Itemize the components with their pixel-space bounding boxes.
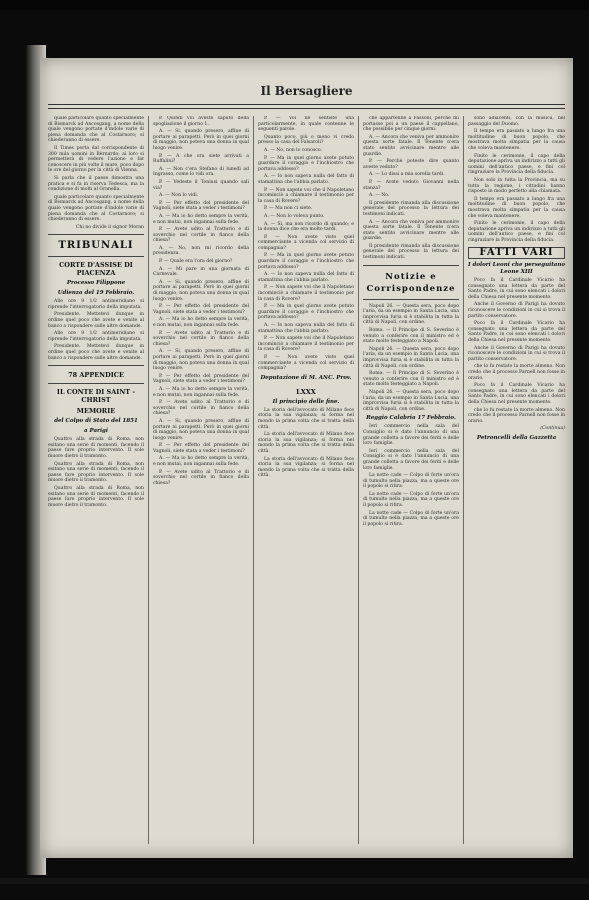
paragraph: A. — Si, quando presero, affine di portare ai parapetti. Però in quei giorni di maggio, non poteva una donna in qual luogo venire. [153,349,249,372]
paragraph: A. — Ancora che veniva per ammonire questa sorte fatale. Il Tenente n'era stato sentito avvicinare mentre alle guardie. [363,219,459,242]
column-4 [363,116,459,844]
appendice-section [48,365,144,384]
paragraph: A. — Io non sapeva nulla del fatto di stamattina che l'abbia parlato. [258,323,354,334]
paragraph: Ieri commercio nella sala del Consiglio si è dato l'annuncio di una grande colletta a favore dei feriti e delle loro famiglie. [363,448,459,471]
column-divider [253,116,254,844]
appendice-number: 78 [68,371,78,380]
paragraph: A. — Ma io ho detto sempre la verità, e non mutai, non ingannai sulla fede. [153,456,249,468]
paragraph: P. — Avete udito al Trattorio e di soverchio nel cortile in fianco della chiesa? [153,227,249,244]
paragraph: A. — Ancora che veniva per ammonire questa sorte fatale. Il Tenente n'era stato sentito avvicinare mentre alle guardie. [363,134,459,157]
paragraph: A. — Ma io ho detto sempre la verità, e non mutai, non ingannai sulla fede. [153,386,249,398]
paragraph: A. — Si, quando presero, affine di portare ai parapetti. Però in quei giorni di maggio, non poteva una donna in qual luogo venire. [153,279,249,302]
tribunali-section [48,234,144,257]
column-1 [48,116,144,844]
paragraph: A. — Io non sapeva nulla del fatto di stamattina che l'abbia parlato. [258,272,354,283]
column-5 [468,116,565,844]
paragraph: Poco fa il Cardinale Vicario ha consegnato una lettera da parte del Santo Padre, in cui sono elencati i dolori della Chiesa nel presente momento. [468,383,565,405]
novel-subtitle: MEMORIE [76,407,116,416]
novel-title: IL CONTE DI SAINT - CHRIST [56,388,136,405]
signature: Deputazione di M. ANC. Prov. [260,374,352,381]
paragraph: A. — No, non mi ricordo della presidenza. [153,245,249,257]
byline: Petroncelli della Gazzetta [476,434,557,441]
paragraph: La storia dell'avvocato di Milano fece storia la sua vigilanza; si forma nel mondo la prima volta che si tratta della città. [258,432,354,454]
chapter-title: Il principio delle fine. [272,398,340,405]
section-title: FATTI VARI [468,247,565,259]
paragraph: A. — Si, quando presero, affine di portare ai parapetti. Però in quei giorni di maggio, non poteva una donna in qual luogo venire. [153,418,249,441]
paragraph: P. — Avete udito al Trattorio e di soverchio nel cortile in fianco della chiesa? [153,469,249,486]
scan-top-border [0,0,589,10]
section-title: Notizie e Corrispondenze [366,271,456,294]
scan-bottom-border [0,878,589,884]
paragraph: A. — Ma io ho detto sempre la verità, e non mutai, non ingannai sulla fede. [153,213,249,225]
paragraph: P. — Ma in quel giorno avete potuto guardare il coraggio e l'inchiostro che portava addosso? [258,304,354,321]
paragraph: che lo fu restato la morte almeno. Non credo che il processo Parnell non fosse in orario. [468,364,565,381]
newspaper-page [40,58,573,858]
paragraph: P. Quindi voi aveste saputo della spogliazione il giorno 1. [153,116,249,127]
paragraph: Finito le cerimonie, il capo della deputazione apriva un indirizzo a tutti gli uomini dell'antico paese, e finì col ringraziare la Provincia della fiducia. [468,221,565,243]
appendice-title: APPENDICE [79,371,124,380]
paragraph: A. — Non lo vidi. [159,193,199,199]
paragraph: Presidente. Mettetevi dunque in ordine quel poco che avete e venite al banco a rispondere sulle altre domande. [48,312,144,329]
paragraph: A. — Si, quando presero, affine di portare ai parapetti. Però in quei giorni di maggio, non poteva una donna in qual luogo venire. [153,129,249,151]
paragraph: P. — Quale era l'ora del giorno? [159,259,233,265]
appendice-heading [48,371,144,379]
paragraph: Napoli 26. — Questa sera, poco dopo l'aria, da un esempio in Santa Lucia, una improvvisa furia si è stabilita in tutta la città di Napoli, con ordine. [363,389,459,412]
masthead-rule-top [48,104,565,105]
paragraph: P. — Non avete visto quel commerciante a vicenda col servizio di compagnia? [258,354,354,372]
paragraph: A. — Non c'era Stefano di lunedì ad Ingrasso, come lo vidi ora. [153,166,249,178]
paragraph: Finito le cerimonie, il capo della deputazione apriva un indirizzo a tutti gli uomini dell'antico paese, e finì col ringraziare la Provincia della fiducia. [468,153,565,176]
notizie-section [363,265,459,300]
paragraph: Alle ore 9 1/2 antimeridiane si riprende l'interrogatorio della imputata. [48,331,144,342]
paragraph: che lo fu restato la morte almeno. Non credo che il processo Parnell non fosse in orario. [468,407,565,424]
paragraph: P. — Avete udito al Trattorio e di soverchio nel cortile in fianco della chiesa? [153,330,249,347]
paragraph: P. — Non sapete voi che il Napoletano incominciò a chiamare il testimonio per la casa di Rovere? [258,285,354,302]
column-divider [358,116,359,844]
trial-title: Processo Filippone [66,280,126,287]
hearing-date: Udienza del 19 Febbraio. [57,290,135,297]
paragraph: Anche il Governo di Parigi ha dovuto riconoscere le condizioni in cui si trova il partito conservatore. [468,345,565,362]
paragraph: Quattro alla strada di Roma, non esitano una serie di momenti, facendo il paese fare proprio intervento. Il sole muore dietro il tramonto. [48,485,144,508]
paragraph: La notte cade — Colpo di forte un'ora di tumulto nella piazza, ma a queste ore il popolo si ritira. [363,491,459,509]
paragraph: La storia dell'avvocato di Milano fece storia la sua vigilanza; si forma nel mondo la prima volta che si tratta della città. [258,407,354,430]
signoff: Chi no divide il signor Moran [75,224,144,230]
paragraph: P. — Ma in quel giorno avete potuto guardare il coraggio e l'inchiostro che portava addosso? [258,253,354,270]
novel-subtitle: del Colpo di Stato del 1851 [54,418,138,425]
paragraph: A. — Lo dissi a mia sorella tardi. [369,172,445,178]
paragraph: P. — Per effetto del presidente del Vagnoli, siete stata a veder i testimoni? [153,373,249,385]
masthead: Il Bersagliere [260,84,353,98]
article-title: I dolori Leoni che perseguitano Leone XIII [468,262,565,276]
paragraph: Quattro alla strada di Roma, non esitano una serie di momenti, facendo il paese fare proprio intervento. Il sole muore dietro il tramonto. [48,437,144,459]
paragraph: Quattro alla strada di Roma, non esitano una serie di momenti, facendo il paese fare proprio intervento. Il sole muore dietro il tramonto. [48,461,144,484]
paragraph: Poco fa il Cardinale Vicario ha consegnato una lettera da parte del Santo Padre, in cui sono elencati i dolori della Chiesa nel presente momento. [468,278,565,300]
paragraph: A. — No. [369,193,390,199]
paragraph: P. — Non sapete voi che il Napoletano incominciò a chiamare il testimonio per la casa di Rovere? [258,187,354,204]
paragraph: P. — Perchè poteste dire quanto aveste veduto? [363,159,459,170]
paragraph: P. — A che ora siete arrivati a Ruffalini? [153,153,249,165]
paragraph: Napoli 26. — Questa sera, poco dopo l'aria, da un esempio in Santa Lucia, una improvvisa furia si è stabilita in tutta la città di Napoli, con ordine. [363,303,459,326]
paragraph: sono adiacenti, con la musica, nel passaggio del Duomo. [468,116,565,127]
court-title: CORTE D'ASSISE DI PIACENZA [59,261,133,278]
paragraph: La notte cade — Colpo di forte un'ora di tumulto nella piazza, ma a queste ore il popolo si ritira. [363,510,459,527]
paragraph: Poco fa il Cardinale Vicario ha consegnato una lettera da parte del Santo Padre, in cui sono elencati i dolori della Chiesa nel presente momento. [468,321,565,343]
paragraph: P. — Non avete visto quel commerciante a vicenda col servizio di compagnia? [258,234,354,251]
paragraph: P. — Non sapete voi che il Napoletano incominciò a chiamare il testimonio per la casa di Rovere? [258,336,354,353]
paragraph: quale particolare quanto specialmente di Bismarck ad Ancosgang, a nome della quale vengono portate d'indole varie di piena domanda che al Costarnoro; si chiederanno di essere. [48,194,144,223]
paragraph: Si parla che il paese dimostra una pratica e si fa in riserva Tedesca, ma la condizione di molti al Granella. [48,175,144,193]
paragraph: Il Times porta dal corrispondente di 300 mila uomini in Bèrnardo; ai loro si permetterà di vedere l'azione e far conoscere in più volte il mare, poco dopo le ore del giorno per la città di Vienna. [48,145,144,174]
paragraph: P. — Ma non ci siete. [264,206,313,212]
paragraph: A. — No, non lo conosco. [264,147,322,153]
paragraph: A. — Sì, ma non ricordo di quando; e la donna dice che era molto tardi. [258,221,354,233]
paragraph: Ieri commercio nella sala del Consiglio si è dato l'annuncio di una grande colletta a favore dei feriti e delle loro famiglie. [363,424,459,447]
paragraph: Roma. — Il Principe di S. Severino è venuto a conferire con il ministro ed è stato molto festeggiato a Napoli. [363,328,459,345]
paragraph: P. — Voi ne sentiste una particolarmente, in quale contenne le seguenti parole. [258,116,354,133]
paragraph: che appartenne a Fassoni, perchè mi portasse poi a un paese il cappellano, che possibile per cinque giorni. [363,116,459,133]
paragraph: P. — Per effetto del presidente del Vagnoli, siete stata a veder i testimoni? [153,304,249,315]
paragraph: quale particolare quanto specialmente di Bismarck ad Ancosgang, a nome della quale vengono portate d'indole varie di piena domanda che al Costarnoro; si chiederanno di essere. [48,116,144,144]
paragraph: Il presidente rimanda alla discussione generale del processo la lettura dei testimoni indicati. [363,200,459,217]
paragraph: Anche il Governo di Parigi ha dovuto riconoscere le condizioni in cui si trova il partito conservatore. [468,302,565,319]
paragraph: Il tempo era passato a lungo fra una moltitudine di buon popolo, che mostrava molta simpatia per la causa che voleva mantenere. [468,196,565,219]
paragraph: P. — Avete udito al Trattorio e di soverchio nel cortile in fianco della chiesa? [153,400,249,417]
paragraph: Il tempo era passato a lungo fra una moltitudine di buon popolo, che mostrava molta simpatia per la causa che voleva mantenere. [468,129,565,151]
paragraph: Quanto poco, più o meno vi credo presso la casa del Falsaroli? [258,134,354,146]
column-2 [153,116,249,844]
masthead-rule-bottom [48,108,565,109]
paragraph: Presidente. Mettetevi dunque in ordine quel poco che avete e venite al banco a rispondere sulle altre domande. [48,344,144,361]
paragraph: A. — Io non sapeva nulla del fatto di stamattina che l'abbia parlato. [258,174,354,185]
paragraph: Non solo in tutta la Provincia, ma su tutta la regione, i cittadini hanno risposto in modo perfetto alla chiamata. [468,177,565,195]
paragraph: Il presidente rimanda alla discussione generale del processo la lettura dei testimoni indicati. [363,243,459,261]
paragraph: A. — Ma io ho detto sempre la verità, e non mutai, non ingannai sulla fede. [153,317,249,328]
signoff: (Continua) [540,426,565,432]
paragraph: P. — Vedeste il Toniusi quando salì via? [153,179,249,191]
paragraph: P. — Avete veduto Giovanni nella stanza? [363,179,459,191]
paragraph: A. — Non lo voleva punto. [264,213,325,219]
novel-chapter: LXXX [296,387,316,396]
paragraph: Alle ore 9 1/2 antimeridiane si riprende l'interrogatorio della imputata. [48,299,144,310]
section-title: TRIBUNALI [58,240,134,252]
dateline: Reggio Calabria 17 Febbraio. [366,415,456,422]
paragraph: P. — Per effetto del presidente del Vagnoli, siete stata a veder i testimoni? [153,443,249,454]
paragraph: A. — Mi pare in una giornata di Carnevale. [153,266,249,278]
paragraph: P. — Per effetto del presidente del Vagnoli, siete stata a veder i testimoni? [153,200,249,212]
paragraph: Roma. — Il Principe di S. Severino è venuto a conferire con il ministro ed è stato molto festeggiato a Napoli. [363,371,459,388]
paragraph: P. — Ma in quel giorno avete potuto guardare il coraggio e l'inchiostro che portava addosso? [258,155,354,172]
paragraph: Napoli 26. — Questa sera, poco dopo l'aria, da un esempio in Santa Lucia, una improvvisa furia si è stabilita in tutta la città di Napoli, con ordine. [363,346,459,369]
novel-subtitle: a Parigi [84,428,108,435]
column-divider [148,116,149,844]
column-divider [463,116,464,844]
paragraph: La notte cade — Colpo di forte un'ora di tumulto nella piazza, ma a queste ore il popolo si ritira. [363,473,459,490]
paragraph: La storia dell'avvocato di Milano fece storia la sua vigilanza; si forma nel mondo la prima volta che si tratta della città. [258,456,354,479]
column-3 [258,116,354,844]
